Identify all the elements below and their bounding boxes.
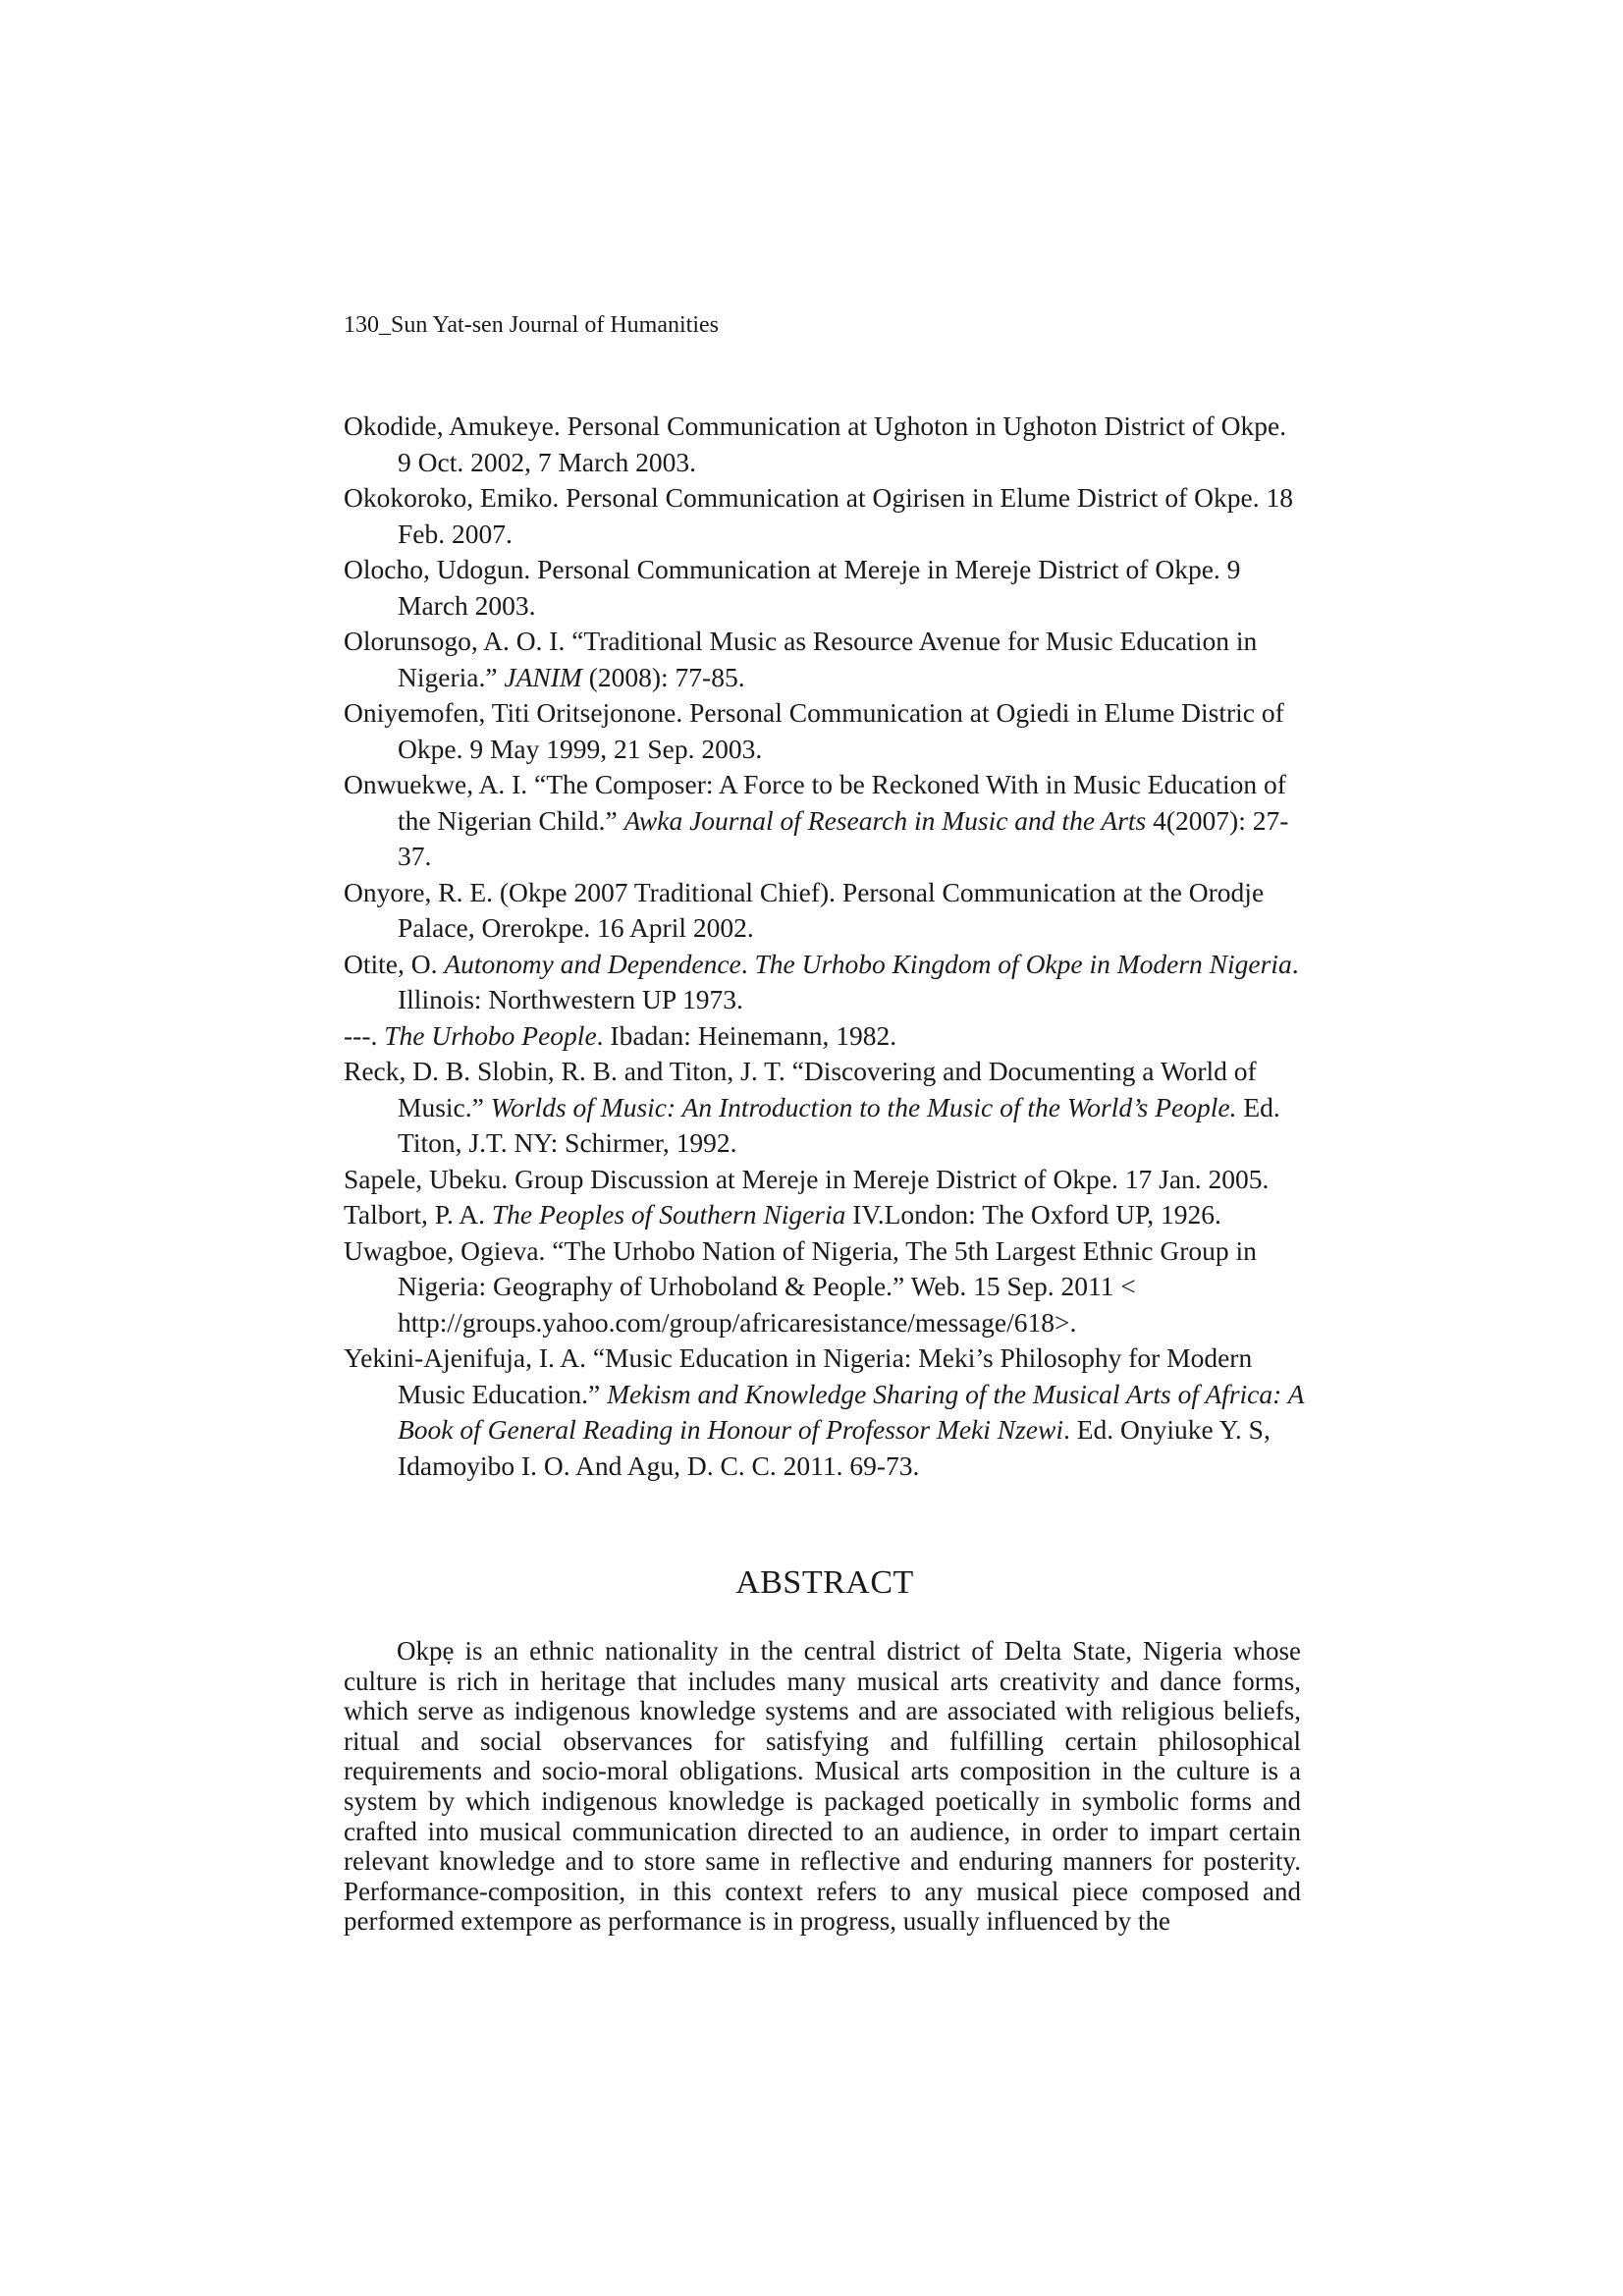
reference-title: Autonomy and Dependence xyxy=(444,948,741,979)
reference-text: 4(2007): 27-37. xyxy=(398,804,1289,871)
reference-text: Talbort, P. A. xyxy=(344,1199,492,1230)
reference-entry xyxy=(344,1233,1306,1341)
reference-entry xyxy=(344,1018,1306,1055)
reference-text: Olorunsogo, A. O. I. “Traditional Music as Resource Avenue for Music Education in Nigeria.” xyxy=(344,626,1258,692)
reference-title: Mekism and Knowledge Sharing of the Musical Arts of Africa: A Book of General Reading in Honour of Professor Meki Nzewi xyxy=(398,1378,1304,1445)
reference-title: Awka Journal of Research in Music and the Arts xyxy=(623,804,1147,836)
reference-text: . Ed. Onyiuke Y. S, Idamoyibo I. O. And Agu, D. C. C. 2011. 69-73. xyxy=(398,1414,1271,1481)
reference-title: JANIM xyxy=(504,661,582,692)
reference-text: ---. xyxy=(344,1019,385,1051)
reference-text: Okokoroko, Emiko. Personal Communication at Ogirisen in Elume District of Okpe. 18 Feb. 2007. xyxy=(344,482,1293,549)
reference-text: IV.London: The Oxford UP, 1926. xyxy=(845,1199,1221,1230)
abstract-body: Okpẹ is an ethnic nationality in the central district of Delta State, Nigeria whose culture is rich in heritage that includes many musical arts creativity and dance forms, which serve as indigenous knowledge systems and are associated with religious beliefs, ritual and social observances for satisfying and fulfilling certain philosophical requirements and socio-moral obligations. Musical arts composition in the culture is a system by which indigenous knowledge is packaged poetically in symbolic forms and crafted into musical communication directed to an audience, in order to impart certain relevant knowledge and to store same in reflective and enduring manners for posterity. Performance-composition, in this context refers to any musical piece composed and performed extempore as performance is in progress, usually influenced by the xyxy=(344,1636,1301,1937)
reference-text: Otite, O. xyxy=(344,948,445,979)
reference-text: Ed. Titon, J.T. NY: Schirmer, 1992. xyxy=(398,1091,1280,1158)
reference-entry xyxy=(344,875,1306,947)
reference-entry xyxy=(344,1054,1306,1162)
reference-entry xyxy=(344,695,1306,767)
reference-text: . Ibadan: Heinemann, 1982. xyxy=(596,1019,897,1051)
reference-entry xyxy=(344,767,1306,875)
reference-title: The Urhobo Kingdom of Okpe in Modern Nigeria xyxy=(754,948,1292,979)
reference-title: The Peoples of Southern Nigeria xyxy=(491,1199,846,1230)
running-header: 130_Sun Yat-sen Journal of Humanities xyxy=(344,312,719,338)
reference-title: Worlds of Music: An Introduction to the Music of the World’s People. xyxy=(490,1091,1237,1122)
reference-entry xyxy=(344,480,1306,552)
reference-entry xyxy=(344,1162,1306,1198)
reference-text: Yekini-Ajenifuja, I. A. “Music Education in Nigeria: Meki’s Philosophy for Modern Music Education.” xyxy=(344,1342,1253,1409)
reference-entry xyxy=(344,1340,1306,1484)
reference-entry xyxy=(344,409,1306,480)
reference-text: Uwagboe, Ogieva. “The Urhobo Nation of Nigeria, The 5th Largest Ethnic Group in Nigeria: Geography of Urhoboland & People.” Web. 15 Sep. 2011 < http://groups.yahoo.com/group/africaresistance/message/618>. xyxy=(344,1234,1257,1338)
reference-entry xyxy=(344,947,1306,1018)
reference-text: Onyore, R. E. (Okpe 2007 Traditional Chief). Personal Communication at the Orodje Palace, Orerokpe. 16 April 2002. xyxy=(344,876,1265,943)
reference-entry xyxy=(344,1197,1306,1233)
reference-text: (2008): 77-85. xyxy=(581,661,745,692)
reference-entry xyxy=(344,624,1306,695)
reference-text: . xyxy=(740,948,755,979)
reference-text: Reck, D. B. Slobin, R. B. and Titon, J. T. “Discovering and Documenting a World of Music.” xyxy=(344,1056,1257,1122)
reference-text: Olocho, Udogun. Personal Communication at Mereje in Mereje District of Okpe. 9 March 2003. xyxy=(344,554,1241,621)
reference-entry xyxy=(344,552,1306,624)
reference-list xyxy=(344,409,1306,1484)
reference-text: Sapele, Ubeku. Group Discussion at Mereje in Mereje District of Okpe. 17 Jan. 2005. xyxy=(344,1163,1270,1194)
reference-text: Onwuekwe, A. I. “The Composer: A Force to be Reckoned With in Music Education of the Nigerian Child.” xyxy=(344,769,1286,836)
reference-title: The Urhobo People xyxy=(384,1019,597,1051)
reference-text: Okodide, Amukeye. Personal Communication at Ughoton in Ughoton District of Okpe. 9 Oct. 2002, 7 March 2003. xyxy=(344,410,1287,477)
abstract-heading: ABSTRACT xyxy=(735,1564,914,1601)
reference-text: Oniyemofen, Titi Oritsejonone. Personal Communication at Ogiedi in Elume Distric of Okpe. 9 May 1999, 21 Sep. 2003. xyxy=(344,697,1284,764)
reference-text: . Illinois: Northwestern UP 1973. xyxy=(398,948,1299,1014)
